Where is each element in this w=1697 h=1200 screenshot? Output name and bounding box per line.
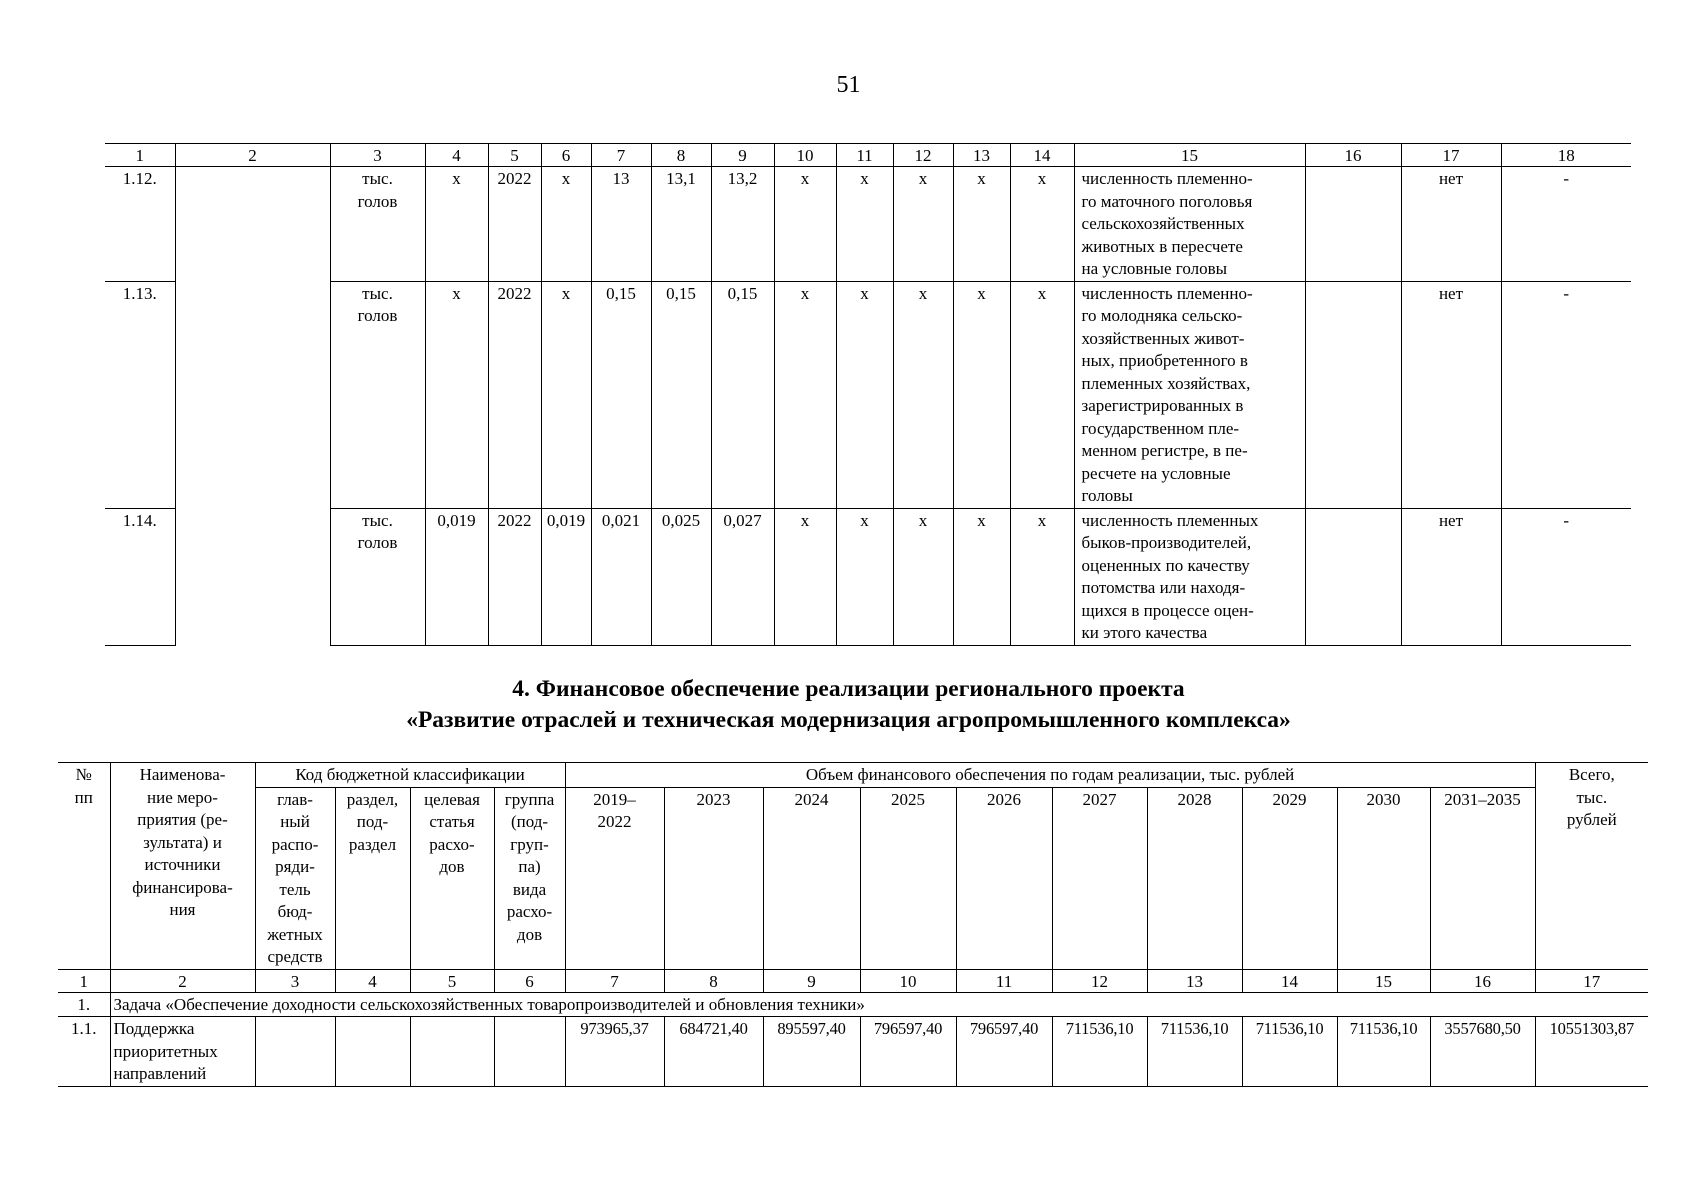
col-number: 1 xyxy=(105,144,175,167)
col-number: 16 xyxy=(1305,144,1401,167)
cell: 0,025 xyxy=(651,508,711,645)
header-kbk-section: раздел, под- раздел xyxy=(335,787,410,969)
header-number: № пп xyxy=(58,763,110,970)
cell: х xyxy=(1010,167,1074,282)
table-row xyxy=(58,1017,1648,1087)
col-number: 9 xyxy=(763,969,860,992)
amount-cell: 711536,10 xyxy=(1337,1017,1430,1087)
header-kbk-target: целевая статья расхо- дов xyxy=(410,787,494,969)
section-title: 4. Финансовое обеспечение реализации регионального проекта «Развитие отраслей и техническая модернизация агропромышленного комплекса» xyxy=(406,676,1291,733)
cell: 0,021 xyxy=(591,508,651,645)
cell: х xyxy=(893,508,953,645)
cell: х xyxy=(541,167,591,282)
col-number: 1 xyxy=(58,969,110,992)
cell: х xyxy=(836,167,893,282)
row-id: 1.14. xyxy=(105,508,175,645)
task-row xyxy=(58,992,1648,1017)
col-number: 3 xyxy=(255,969,335,992)
cell: х xyxy=(953,508,1010,645)
amount-cell: 796597,40 xyxy=(860,1017,956,1087)
header-kbk-main: глав- ный распо- ряди- тель бюд- жетных средств xyxy=(255,787,335,969)
cell: 13,2 xyxy=(711,167,774,282)
col-number: 8 xyxy=(651,144,711,167)
financing-table xyxy=(58,762,1648,1087)
amount-cell: 895597,40 xyxy=(763,1017,860,1087)
empty-cell xyxy=(494,1017,565,1087)
col-number: 16 xyxy=(1430,969,1535,992)
header-total: Всего, тыс. рублей xyxy=(1535,763,1648,970)
cell: х xyxy=(774,508,836,645)
header-subrow xyxy=(58,787,1648,969)
header-volume: Объем финансового обеспечения по годам реализации, тыс. рублей xyxy=(565,763,1535,788)
col-number: 14 xyxy=(1242,969,1337,992)
cell: 2022 xyxy=(488,167,541,282)
cell: х xyxy=(893,167,953,282)
col-number: 11 xyxy=(836,144,893,167)
col-number: 14 xyxy=(1010,144,1074,167)
cell: х xyxy=(425,281,488,508)
empty-cell xyxy=(1305,281,1401,508)
header-row xyxy=(58,763,1648,788)
amount-cell: 3557680,50 xyxy=(1430,1017,1535,1087)
cell: х xyxy=(953,167,1010,282)
task-text: Задача «Обеспечение доходности сельскохозяйственных товаропроизводителей и обновления техники» xyxy=(110,992,1648,1017)
column-number-row xyxy=(105,144,1631,167)
unit-cell: тыс. голов xyxy=(330,508,425,645)
col-number: 4 xyxy=(335,969,410,992)
cell: 13 xyxy=(591,167,651,282)
cell: 0,15 xyxy=(711,281,774,508)
table-row xyxy=(105,508,1631,645)
cell: х xyxy=(836,508,893,645)
col-number: 5 xyxy=(410,969,494,992)
cell: нет xyxy=(1401,167,1501,282)
col-number: 9 xyxy=(711,144,774,167)
row-id: 1.12. xyxy=(105,167,175,282)
col-number: 12 xyxy=(893,144,953,167)
amount-cell: 684721,40 xyxy=(664,1017,763,1087)
indicator-description: численность племенных быков-производителей, оцененных по качеству потомства или находя- щихся в процессе оцен- ки этого качества xyxy=(1074,508,1305,645)
header-kbk-group: группа (под- груп- па) вида расхо- дов xyxy=(494,787,565,969)
header-year: 2031–2035 xyxy=(1430,787,1535,969)
header-year: 2024 xyxy=(763,787,860,969)
measure-name: Поддержка приоритетных направлений xyxy=(110,1017,255,1087)
amount-cell: 796597,40 xyxy=(956,1017,1052,1087)
task-id: 1. xyxy=(58,992,110,1017)
col-number: 5 xyxy=(488,144,541,167)
cell: х xyxy=(836,281,893,508)
header-year: 2030 xyxy=(1337,787,1430,969)
cell: 0,027 xyxy=(711,508,774,645)
indicator-description: численность племенно- го маточного поголовья сельскохозяйственных животных в пересчете на условные головы xyxy=(1074,167,1305,282)
col-number: 10 xyxy=(860,969,956,992)
col-number: 17 xyxy=(1401,144,1501,167)
header-year: 2019– 2022 xyxy=(565,787,664,969)
indicators-table xyxy=(105,143,1631,646)
cell: - xyxy=(1501,281,1631,508)
unit-cell: тыс. голов xyxy=(330,281,425,508)
col-number: 17 xyxy=(1535,969,1648,992)
col-number: 7 xyxy=(565,969,664,992)
col-number: 3 xyxy=(330,144,425,167)
cell: 0,15 xyxy=(591,281,651,508)
amount-cell: 973965,37 xyxy=(565,1017,664,1087)
col-number: 2 xyxy=(110,969,255,992)
col-number: 13 xyxy=(953,144,1010,167)
merged-empty-cell xyxy=(175,167,330,646)
col-number: 12 xyxy=(1052,969,1147,992)
header-year: 2027 xyxy=(1052,787,1147,969)
table-row xyxy=(105,167,1631,282)
amount-cell: 711536,10 xyxy=(1242,1017,1337,1087)
header-budget-code: Код бюджетной классификации xyxy=(255,763,565,788)
col-number: 4 xyxy=(425,144,488,167)
header-year: 2023 xyxy=(664,787,763,969)
cell: х xyxy=(774,281,836,508)
cell: - xyxy=(1501,508,1631,645)
col-number: 6 xyxy=(541,144,591,167)
cell: х xyxy=(541,281,591,508)
header-name: Наименова- ние меро- приятия (ре- зультата) и источники финансирова- ния xyxy=(110,763,255,970)
empty-cell xyxy=(255,1017,335,1087)
col-number: 11 xyxy=(956,969,1052,992)
header-year: 2028 xyxy=(1147,787,1242,969)
header-year: 2026 xyxy=(956,787,1052,969)
page-number: 51 xyxy=(836,72,861,98)
col-number: 6 xyxy=(494,969,565,992)
cell: 0,15 xyxy=(651,281,711,508)
col-number: 18 xyxy=(1501,144,1631,167)
cell: 0,019 xyxy=(541,508,591,645)
header-year: 2025 xyxy=(860,787,956,969)
col-number: 2 xyxy=(175,144,330,167)
unit-cell: тыс. голов xyxy=(330,167,425,282)
header-year: 2029 xyxy=(1242,787,1337,969)
cell: нет xyxy=(1401,508,1501,645)
cell: - xyxy=(1501,167,1631,282)
table-row xyxy=(105,281,1631,508)
empty-cell xyxy=(410,1017,494,1087)
col-number: 15 xyxy=(1337,969,1430,992)
total-cell: 10551303,87 xyxy=(1535,1017,1648,1087)
cell: 2022 xyxy=(488,508,541,645)
col-number: 7 xyxy=(591,144,651,167)
col-number: 8 xyxy=(664,969,763,992)
empty-cell xyxy=(1305,167,1401,282)
cell: 2022 xyxy=(488,281,541,508)
empty-cell xyxy=(1305,508,1401,645)
cell: 0,019 xyxy=(425,508,488,645)
amount-cell: 711536,10 xyxy=(1147,1017,1242,1087)
row-id: 1.13. xyxy=(105,281,175,508)
col-number: 15 xyxy=(1074,144,1305,167)
cell: х xyxy=(425,167,488,282)
col-number: 10 xyxy=(774,144,836,167)
col-number: 13 xyxy=(1147,969,1242,992)
column-number-row xyxy=(58,969,1648,992)
cell: нет xyxy=(1401,281,1501,508)
cell: х xyxy=(1010,281,1074,508)
indicator-description: численность племенно- го молодняка сельско- хозяйственных живот- ных, приобретенного в племенных хозяйствах, зарегистрированных в государственном пле- менном регистре, в пе- ресчете на условные головы xyxy=(1074,281,1305,508)
cell: 13,1 xyxy=(651,167,711,282)
amount-cell: 711536,10 xyxy=(1052,1017,1147,1087)
cell: х xyxy=(1010,508,1074,645)
empty-cell xyxy=(335,1017,410,1087)
cell: х xyxy=(953,281,1010,508)
row-id: 1.1. xyxy=(58,1017,110,1087)
cell: х xyxy=(774,167,836,282)
cell: х xyxy=(893,281,953,508)
